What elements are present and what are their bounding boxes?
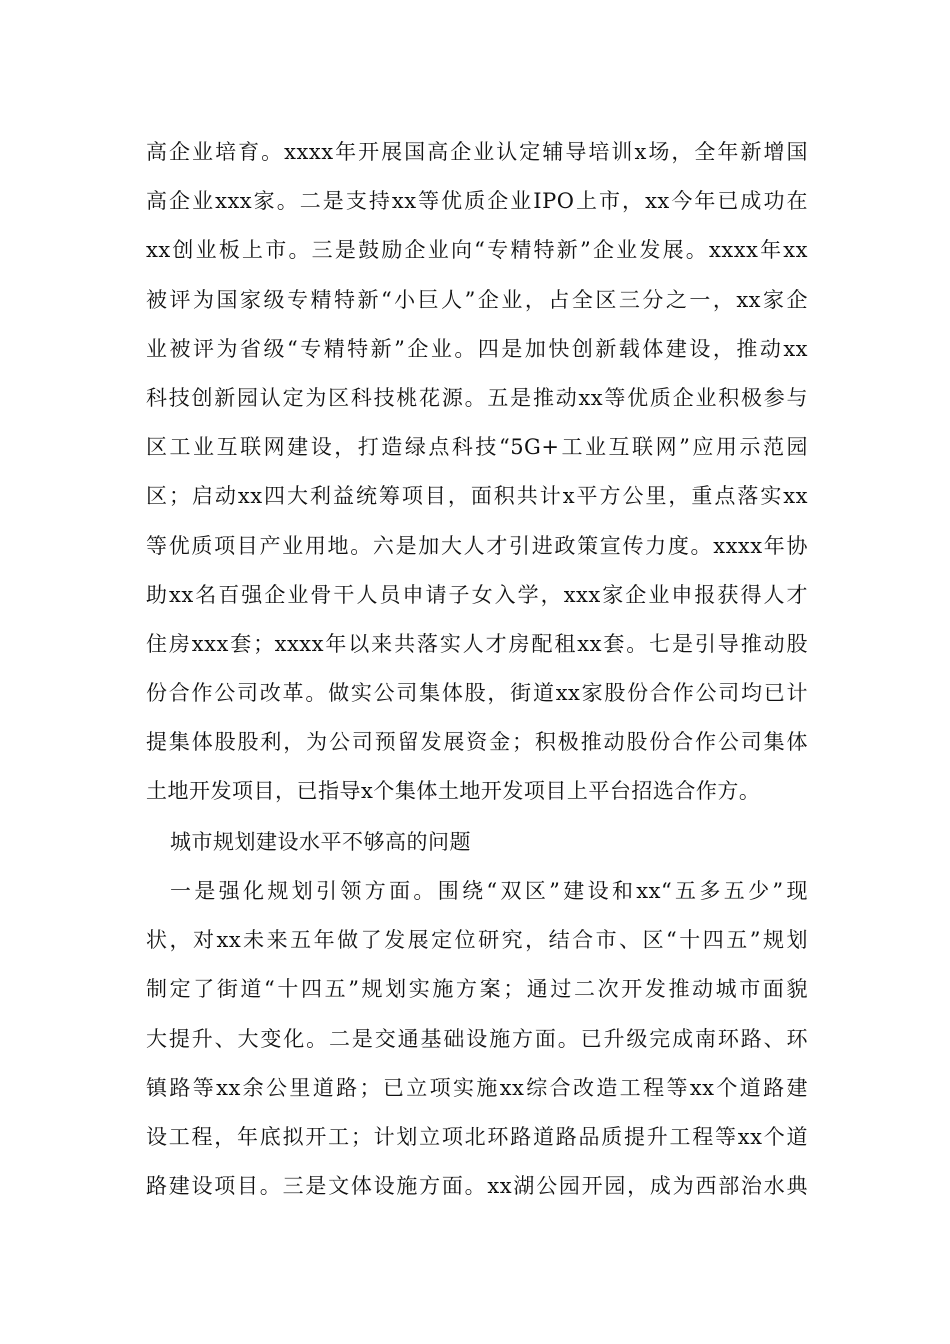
paragraph-urban-planning	[146, 867, 808, 1211]
text-line: 区；启动xx四大利益统筹项目，面积共计x平方公里，重点落实xx	[146, 484, 808, 509]
text-line: 助xx名百强企业骨干人员申请子女入学，xxx家企业申报获得人才	[146, 582, 808, 607]
text-line: 提集体股股利，为公司预留发展资金；积极推动股份合作公司集体	[146, 730, 808, 755]
text-line: 镇路等xx余公里道路；已立项实施xx综合改造工程等xx个道路建	[146, 1075, 808, 1100]
text-line: 科技创新园认定为区科技桃花源。五是推动xx等优质企业积极参与	[146, 385, 808, 410]
text-line: 大提升、大变化。二是交通基础设施方面。已升级完成南环路、环	[146, 1026, 808, 1051]
text-line: 路建设项目。三是文体设施方面。xx湖公园开园，成为西部治水典	[146, 1174, 808, 1199]
text-line: 一是强化规划引领方面。围绕“双区”建设和xx“五多五少”现	[170, 879, 808, 903]
text-line: 业被评为省级“专精特新”企业。四是加快创新载体建设，推动xx	[146, 336, 808, 361]
text-line: 高企业xxx家。二是支持xx等优质企业IPO上市，xx今年已成功在	[146, 189, 808, 214]
text-line: 高企业培育。xxxx年开展国高企业认定辅导培训x场，全年新增国	[146, 140, 808, 164]
section-heading-block	[146, 818, 808, 867]
paragraph-enterprise-cultivation	[146, 128, 808, 817]
text-line: 区工业互联网建设，打造绿点科技“5G+工业互联网”应用示范园	[146, 435, 808, 460]
text-line: 设工程，年底拟开工；计划立项北环路道路品质提升工程等xx个道	[146, 1124, 808, 1149]
text-line: 制定了街道“十四五”规划实施方案；通过二次开发推动城市面貌	[146, 977, 808, 1002]
text-line: 土地开发项目，已指导x个集体土地开发项目上平台招选合作方。	[146, 779, 761, 804]
text-line: 状，对xx未来五年做了发展定位研究，结合市、区“十四五”规划	[146, 928, 808, 953]
text-line: 等优质项目产业用地。六是加大人才引进政策宣传力度。xxxx年协	[146, 533, 808, 558]
text-line: xx创业板上市。三是鼓励企业向“专精特新”企业发展。xxxx年xx	[146, 238, 808, 263]
text-line: 住房xxx套；xxxx年以来共落实人才房配租xx套。七是引导推动股	[146, 631, 808, 656]
section-heading: 城市规划建设水平不够高的问题	[170, 830, 471, 854]
text-line: 份合作公司改革。做实公司集体股，街道xx家股份合作公司均已计	[146, 681, 808, 706]
text-line: 被评为国家级专精特新“小巨人”企业，占全区三分之一，xx家企	[146, 287, 808, 312]
